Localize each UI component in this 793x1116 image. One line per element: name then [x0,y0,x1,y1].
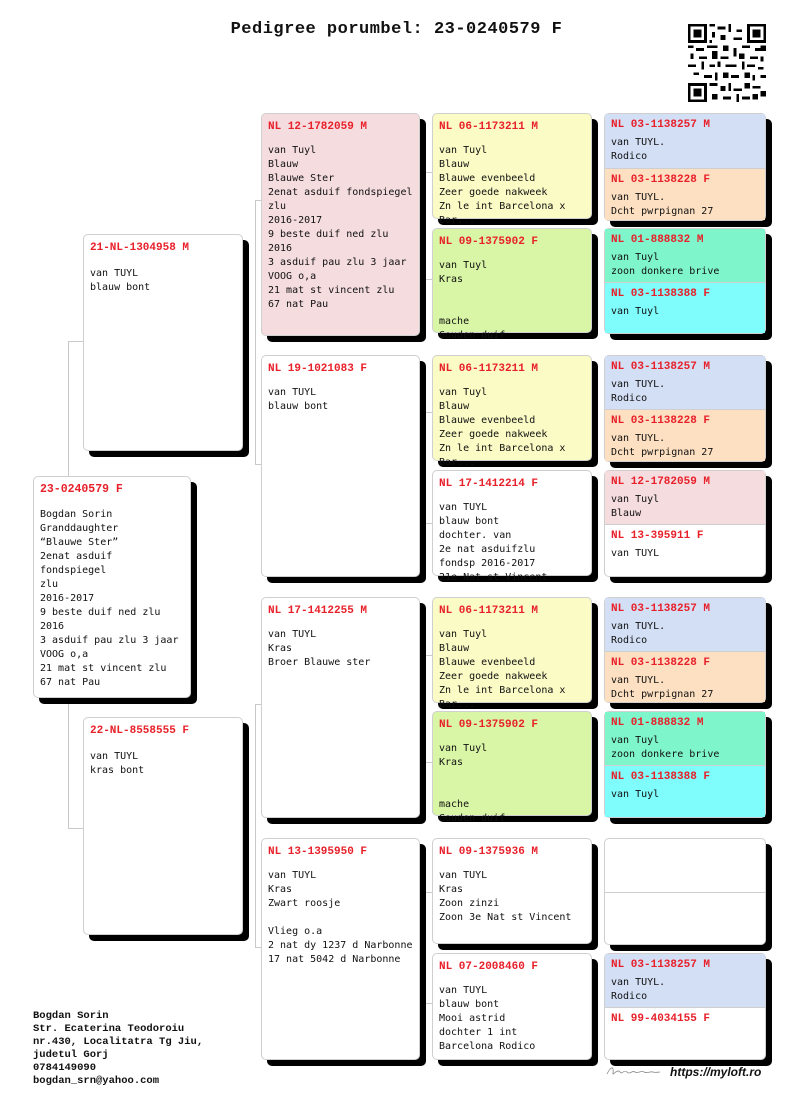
great-grandparent-card[interactable] [432,838,592,944]
gen4-pair-card [604,838,766,945]
great-grandparent-ring: NL 09-1375936 M [439,846,539,858]
great-grandparent-card[interactable] [432,355,592,468]
great-grandparent-ring: NL 07-2008460 F [439,961,539,973]
dam-ring: 22-NL-8558555 F [90,725,190,737]
sire-card[interactable] [83,234,243,451]
ancestor-cell[interactable] [605,954,765,1007]
great-grandparent-card[interactable] [432,113,592,226]
ancestor-cell[interactable] [605,1008,765,1059]
ancestor-details: van TUYL. Dcht pwrpignan 27 [611,192,714,217]
sire-ring: 21-NL-1304958 M [90,242,190,254]
great-grandparent-ring: NL 17-1412214 F [439,478,539,490]
ancestor-ring: NL 03-1138257 M [611,603,711,615]
ancestor-details: van TUYL. Dcht pwrpignan 27 [611,675,714,700]
grandparent-details: van TUYL Kras Broer Blauwe ster [268,629,371,668]
grandparent-ring: NL 17-1412255 M [268,605,368,617]
qr-code-icon [688,24,766,102]
gen4-pair-card [604,470,766,577]
ancestor-ring: NL 03-1138257 M [611,959,711,971]
ancestor-cell-empty[interactable] [605,839,765,892]
ancestor-cell[interactable] [605,356,765,409]
great-grandparent-ring: NL 09-1375902 F [439,719,539,731]
grandparent-card[interactable] [261,597,420,818]
ancestor-ring: NL 12-1782059 M [611,476,711,488]
owner-info [33,1010,203,1088]
ancestor-cell[interactable] [605,525,765,576]
gen4-pair-card [604,228,766,334]
great-grandparent-details: van Tuyl Blauw Blauwe evenbeeld Zeer goede nakweek Zn le int Barcelona x Bar... [439,387,566,468]
ancestor-ring: NL 03-1138228 F [611,174,711,186]
ancestor-details: van TUYL. Rodico [611,379,666,404]
grandparent-details: van TUYL blauw bont [268,387,329,412]
great-grandparent-ring: NL 06-1173211 M [439,605,539,617]
grandparent-card[interactable] [261,113,420,336]
owner-email[interactable]: bogdan_srn@yahoo.com [33,1075,160,1087]
great-grandparent-details: van TUYL blauw bont dochter. van 2e nat asduifzlu fondsp 2016-2017 21e Nat st Vincent [439,502,548,583]
ancestor-cell[interactable] [605,169,765,220]
great-grandparent-details: van Tuyl Blauw Blauwe evenbeeld Zeer goede nakweek Zn le int Barcelona x Bar... [439,629,566,710]
ancestor-details: van TUYL. Rodico [611,977,666,1002]
gen4-pair-card [604,355,766,462]
grandparent-ring: NL 12-1782059 M [268,121,368,133]
ancestor-ring: NL 03-1138228 F [611,415,711,427]
ancestor-ring: NL 99-4034155 F [611,1013,711,1025]
ancestor-cell[interactable] [605,652,765,702]
signature-icon [605,1064,661,1078]
ancestor-cell[interactable] [605,283,765,333]
great-grandparent-ring: NL 06-1173211 M [439,121,539,133]
dam-card[interactable] [83,717,243,935]
ancestor-ring: NL 01-888832 M [611,234,704,246]
subject-details: Bogdan Sorin Granddaughter “Blauwe Ster” 2enat asduif fondspiegel zlu 2016-2017 9 beste duif ned zlu 2016 3 asduif pau zlu 3 jaar VOOG o,a 21 mat st vincent zlu 67 nat Pau [40,509,179,688]
owner-county: judetul Gorj [33,1049,109,1061]
ancestor-details: van Tuyl Blauw [611,494,660,519]
great-grandparent-card[interactable] [432,711,592,824]
ancestor-details: van Tuyl zoon donkere brive [611,735,720,760]
ancestor-details: van Tuyl zoon donkere brive [611,252,720,277]
ancestor-details: van TUYL [611,548,660,559]
ancestor-details: van TUYL. Rodico [611,137,666,162]
ancestor-cell[interactable] [605,712,765,765]
great-grandparent-details: van Tuyl Kras mache Gouden duif [439,260,506,341]
owner-city: nr.430, Localitatra Tg Jiu, [33,1036,204,1048]
grandparent-details: van TUYL Kras Zwart roosje Vlieg o.a 2 nat dy 1237 d Narbonne 17 nat 5042 d Narbonne [268,870,413,965]
great-grandparent-ring: NL 06-1173211 M [439,363,539,375]
great-grandparent-card[interactable] [432,470,592,583]
ancestor-details: van Tuyl [611,789,660,800]
ancestor-ring: NL 13-395911 F [611,530,704,542]
footer-website-link[interactable]: https://myloft.ro [670,1065,762,1079]
great-grandparent-card[interactable] [432,953,592,1060]
subject-card[interactable] [33,476,191,698]
owner-phone: 0784149090 [33,1062,97,1074]
ancestor-details: van TUYL. Dcht pwrpignan 27 [611,433,714,458]
great-grandparent-card[interactable] [432,228,592,341]
grandparent-card[interactable] [261,355,420,577]
ancestor-details: van TUYL. Rodico [611,621,666,646]
ancestor-ring: NL 03-1138257 M [611,119,711,131]
owner-name: Bogdan Sorin [33,1010,109,1022]
owner-street: Str. Ecaterina Teodoroiu [33,1023,185,1035]
ancestor-cell-empty[interactable] [605,893,765,944]
great-grandparent-details: van TUYL blauw bont Mooi astrid dochter 1 int Barcelona Rodico [439,985,536,1052]
grandparent-card[interactable] [261,838,420,1060]
ancestor-cell[interactable] [605,229,765,282]
great-grandparent-ring: NL 09-1375902 F [439,236,539,248]
gen4-pair-card [604,113,766,221]
ancestor-ring: NL 03-1138388 F [611,288,711,300]
grandparent-ring: NL 13-1395950 F [268,846,368,858]
ancestor-cell[interactable] [605,471,765,524]
ancestor-ring: NL 01-888832 M [611,717,704,729]
grandparent-details: van Tuyl Blauw Blauwe Ster 2enat asduif fondspiegel zlu 2016-2017 9 beste duif ned zlu 2016 3 asduif pau zlu 3 jaar VOOG o,a 21 mat st vincent zlu 67 nat Pau [268,145,413,310]
dam-details: van TUYL kras bont [90,751,145,776]
ancestor-ring: NL 03-1138388 F [611,771,711,783]
gen4-pair-card [604,953,766,1060]
ancestor-cell[interactable] [605,114,765,168]
ancestor-details: van Tuyl [611,306,660,317]
ancestor-cell[interactable] [605,766,765,817]
great-grandparent-details: van Tuyl Blauw Blauwe evenbeeld Zeer goede nakweek Zn le int Barcelona x Bar... [439,145,566,226]
great-grandparent-details: van Tuyl Kras mache Gouden duif [439,743,506,824]
page-title: Pedigree porumbel: 23-0240579 F [230,20,563,39]
sire-details: van TUYL blauw bont [90,268,151,293]
ancestor-ring: NL 03-1138257 M [611,361,711,373]
subject-ring: 23-0240579 F [40,483,123,496]
great-grandparent-details: van TUYL Kras Zoon zinzi Zoon 3e Nat st Vincent [439,870,572,923]
gen4-pair-card [604,711,766,818]
ancestor-cell[interactable] [605,598,765,651]
ancestor-ring: NL 03-1138228 F [611,657,711,669]
gen4-pair-card [604,597,766,703]
ancestor-cell[interactable] [605,410,765,461]
grandparent-ring: NL 19-1021083 F [268,363,368,375]
great-grandparent-card[interactable] [432,597,592,710]
